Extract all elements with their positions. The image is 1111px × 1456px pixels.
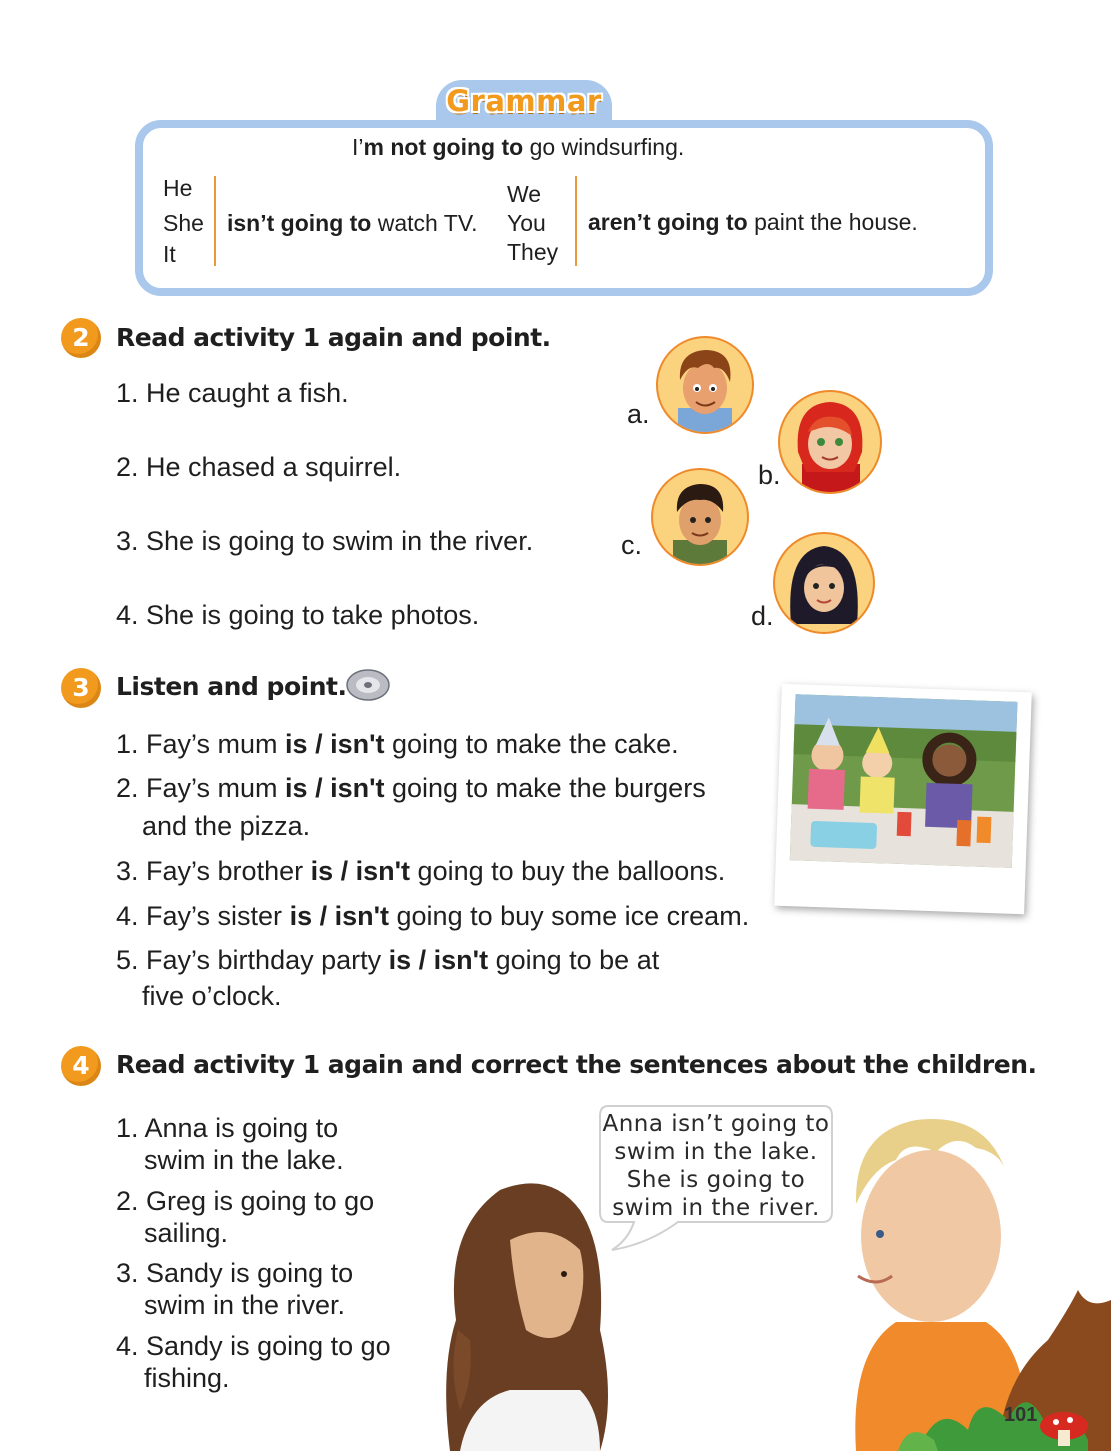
activity-3-item-4: 4. Fay’s sister is / isn't going to buy some ice cream. <box>116 901 750 931</box>
activity-3-heading: Listen and point. <box>116 672 347 701</box>
activity-2-item-1: 1. He caught a fish. <box>116 378 349 408</box>
option-letter-b: b. <box>758 460 781 490</box>
grammar-right-pronouns: We You They <box>507 181 559 265</box>
avatar-c-boy-dark-hair <box>651 468 749 566</box>
activity-4-item-4: 4. Sandy is going to go fishing. <box>116 1331 391 1393</box>
avatar-a-boy-brown-hair <box>656 336 754 434</box>
option-letter-c: c. <box>621 530 643 560</box>
grammar-divider-left <box>214 176 216 266</box>
activity-2-item-4: 4. She is going to take photos. <box>116 600 480 630</box>
activity-2-item-3: 3. She is going to swim in the river. <box>116 526 534 556</box>
activity-3-item-1: 1. Fay’s mum is / isn't going to make the cake. <box>116 729 679 759</box>
grammar-left-pronouns: He She It <box>163 175 204 267</box>
activity-4-heading: Read activity 1 again and correct the sentences about the children. <box>116 1050 1037 1079</box>
activity-number-4: 4 <box>61 1046 101 1086</box>
activity-number-2: 2 <box>61 318 101 358</box>
activity-4-item-3: 3. Sandy is going to swim in the river. <box>116 1258 354 1320</box>
activity-3-item-5: 5. Fay’s birthday party is / isn't going to be at five o’clock. <box>116 945 660 1011</box>
grammar-right-phrase: aren’t going to paint the house. <box>588 209 918 235</box>
activity-4-item-2: 2. Greg is going to go sailing. <box>116 1186 375 1248</box>
speech-bubble-text: Anna isn’t going to swim in the lake. She is going to swim in the river. <box>602 1111 830 1221</box>
party-photo <box>774 684 1032 915</box>
grammar-title: Grammar <box>446 84 602 118</box>
page-number: 101 <box>1004 1404 1038 1426</box>
option-letter-d: d. <box>751 601 774 631</box>
activity-2-heading: Read activity 1 again and point. <box>116 323 551 352</box>
activity-number-3: 3 <box>61 668 101 708</box>
grammar-left-phrase: isn’t going to watch TV. <box>227 210 478 236</box>
audio-cd-icon[interactable] <box>346 668 390 702</box>
activity-3-item-2: 2. Fay’s mum is / isn't going to make the burgers and the pizza. <box>116 773 706 841</box>
activity-3-item-3: 3. Fay’s brother is / isn't going to buy the balloons. <box>116 856 726 886</box>
activity-2-item-2: 2. He chased a squirrel. <box>116 452 402 482</box>
option-letter-a: a. <box>627 399 650 429</box>
grammar-main-sentence: I’m not going to go windsurfing. <box>352 134 685 160</box>
activity-4-item-1: 1. Anna is going to swim in the lake. <box>116 1113 344 1175</box>
grammar-divider-right <box>575 176 577 266</box>
avatar-b-girl-red-hair <box>778 390 882 494</box>
avatar-d-girl-black-hair <box>773 532 875 634</box>
